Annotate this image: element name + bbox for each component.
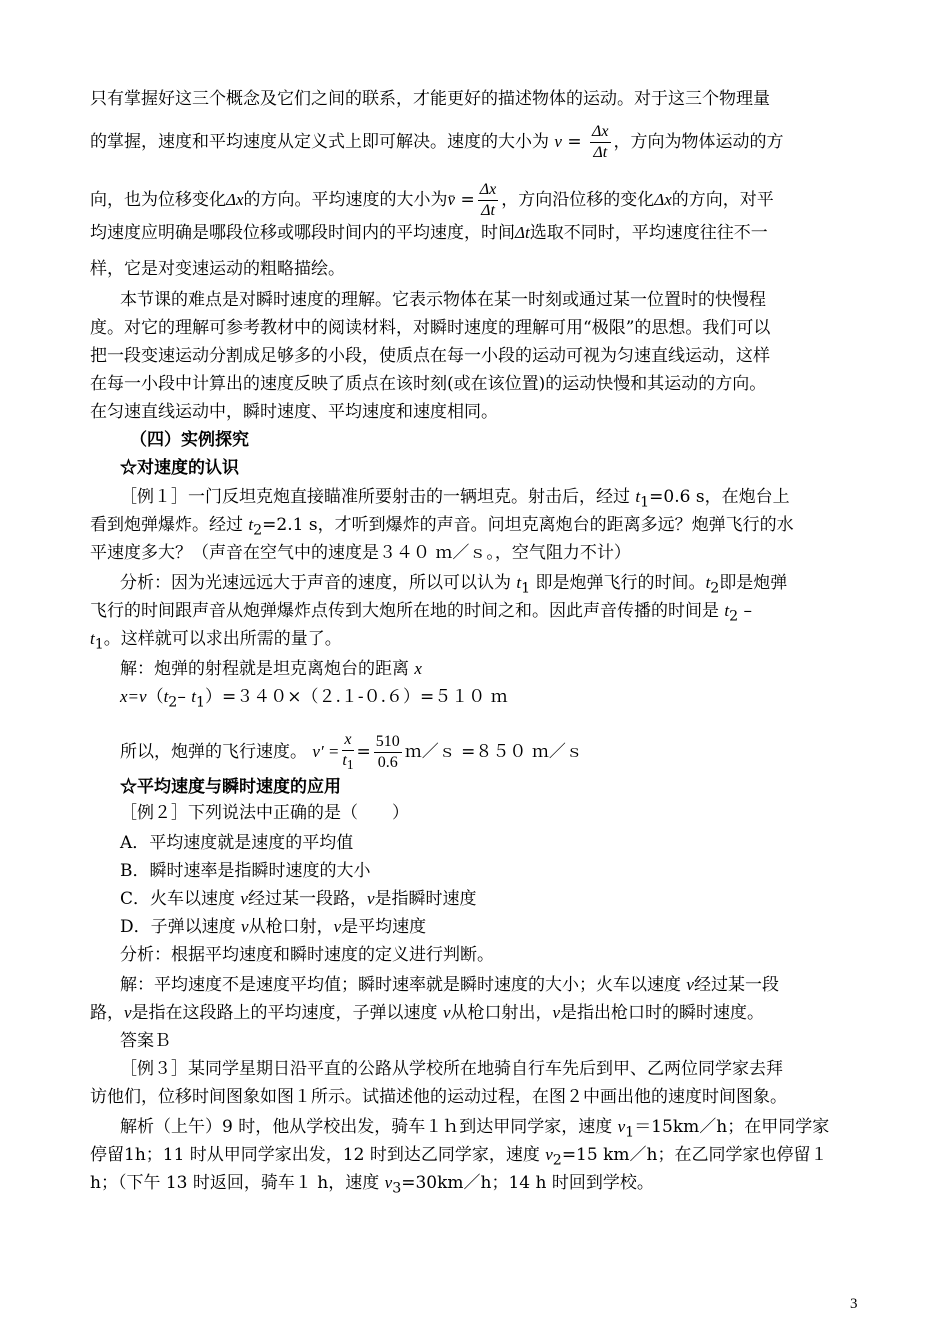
solution-line: 路，v是指在这段路上的平均速度，子弹以速度 v从枪口射出，v是指出枪口时的瞬时速度。: [90, 1003, 765, 1023]
example-line: ［例３］某同学星期日沿平直的公路从学校所在地骑自行车先后到甲、乙两位同学家去拜: [120, 1059, 783, 1079]
analysis-line: 停留1h；11 时从甲同学家出发，12 时到达乙同学家，速度 $v_2=15$ km／h；在乙同学家也停留１: [90, 1145, 828, 1169]
option-d: D．子弹以速度 v从枪口射，v是平均速度: [120, 917, 427, 937]
analysis-line: 解析（上午）9 时，他从学校出发，骑车１ｈ到达甲同学家，速度 $v_1=15km/h$；在甲同学家: [120, 1117, 830, 1141]
solution-line: $x=v(t_2-$ $t_1)=340\times(2.1-0.6)=510$ ｍ: [120, 687, 508, 711]
section-heading: （四）实例探究: [130, 430, 249, 450]
analysis-line: $t_1$。这样就可以求出所需的量了。: [90, 629, 342, 653]
text-line: 只有掌握好这三个概念及它们之间的联系，才能更好的描述物体的运动。对于这三个物理量: [90, 89, 770, 109]
solution-line: 所以，炮弹的飞行速度。 v′ = $\frac{x}{t_1}$ = $\frac{510}{0.6}$ ｍ／ｓ =８５０ ｍ／ｓ: [120, 730, 910, 775]
example-line: ［例１］一门反坦克炮直接瞄准所要射击的一辆坦克。射击后，经过 $t_1=0.6$ s，在炮台上: [120, 487, 790, 511]
analysis-line: 分析：根据平均速度和瞬时速度的定义进行判断。: [120, 945, 494, 965]
text-line: 均速度应明确是哪段位移或哪段时间内的平均速度，时间Δt选取不同时，平均速度往往不一: [90, 223, 768, 243]
text-line: 的掌握，速度和平均速度从定义式上即可解决。速度的大小为 v = $\frac{\Delta x}{\Delta t}$ ，方向为物体运动的方: [90, 123, 784, 161]
example-line: 看到炮弹爆炸。经过 $t_2=2.1$ s，才听到爆炸的声音。问坦克离炮台的距离多远？炮弹飞行的水: [90, 515, 794, 539]
page-number: 3: [850, 1296, 858, 1312]
text-line: 样，它是对变速运动的粗略描绘。: [90, 259, 345, 279]
paragraph-line: 本节课的难点是对瞬时速度的理解。它表示物体在某一时刻或通过某一位置时的快慢程: [120, 290, 766, 310]
example-line: 访他们，位移时间图象如图１所示。试描述他的运动过程，在图２中画出他的速度时间图象。: [90, 1087, 787, 1107]
analysis-line: 飞行的时间跟声音从炮弹爆炸点传到大炮所在地的时间之和。因此声音传播的时间是 $t_2$ –: [90, 601, 753, 625]
option-a: A．平均速度就是速度的平均值: [120, 833, 354, 853]
formula-fraction: $\frac{\Delta x}{\Delta t}$: [479, 181, 497, 219]
solution-line: 解：平均速度不是速度平均值；瞬时速率就是瞬时速度的大小；火车以速度 v经过某一段: [120, 975, 779, 995]
option-c: C．火车以速度 v经过某一段路，v是指瞬时速度: [120, 889, 477, 909]
text-line: 向，也为位移变化Δx的方向。平均速度的大小为v̄ = $\frac{\Delta x}{\Delta t}$ ，方向沿位移的变化Δx的方向，对平: [90, 181, 774, 219]
solution-line: 解：炮弹的射程就是坦克离炮台的距离 x: [120, 659, 422, 679]
formula-fraction: $\frac{\Delta x}{\Delta t}$: [592, 123, 609, 161]
paragraph-line: 在匀速直线运动中，瞬时速度、平均速度和速度相同。: [90, 402, 498, 422]
paragraph-line: 度。对它的理解可参考教材中的阅读材料，对瞬时速度的理解可用“极限”的思想。我们可以: [90, 318, 771, 338]
formula-fraction: $\frac{510}{0.6}$: [375, 733, 400, 772]
paragraph-line: 把一段变速运动分割成足够多的小段，使质点在每一小段的运动可视为匀速直线运动，这样: [90, 346, 770, 366]
example-line: ［例２］下列说法中正确的是（ ）: [120, 803, 409, 823]
subsection-heading: ☆平均速度与瞬时速度的应用: [120, 777, 341, 797]
analysis-line: 分析：因为光速远远大于声音的速度，所以可以认为 $t_1$ 即是炮弹飞行的时间。$t_2$即是炮弹: [120, 573, 788, 597]
answer-line: 答案Ｂ: [120, 1031, 171, 1051]
option-b: B．瞬时速率是指瞬时速度的大小: [120, 861, 371, 881]
analysis-line: h；（下午 13 时返回，骑车１ h，速度 $v_3=30km/h$；14 h 时回到学校。: [90, 1173, 654, 1197]
example-line: 平速度多大？（声音在空气中的速度是３４０ ｍ／ｓ。，空气阻力不计）: [90, 543, 631, 563]
subsection-heading: ☆对速度的认识: [120, 458, 239, 478]
paragraph-line: 在每一小段中计算出的速度反映了质点在该时刻(或在该位置)的运动快慢和其运动的方向。: [90, 374, 767, 394]
formula-fraction: $\frac{x}{t_1}$: [342, 731, 354, 773]
